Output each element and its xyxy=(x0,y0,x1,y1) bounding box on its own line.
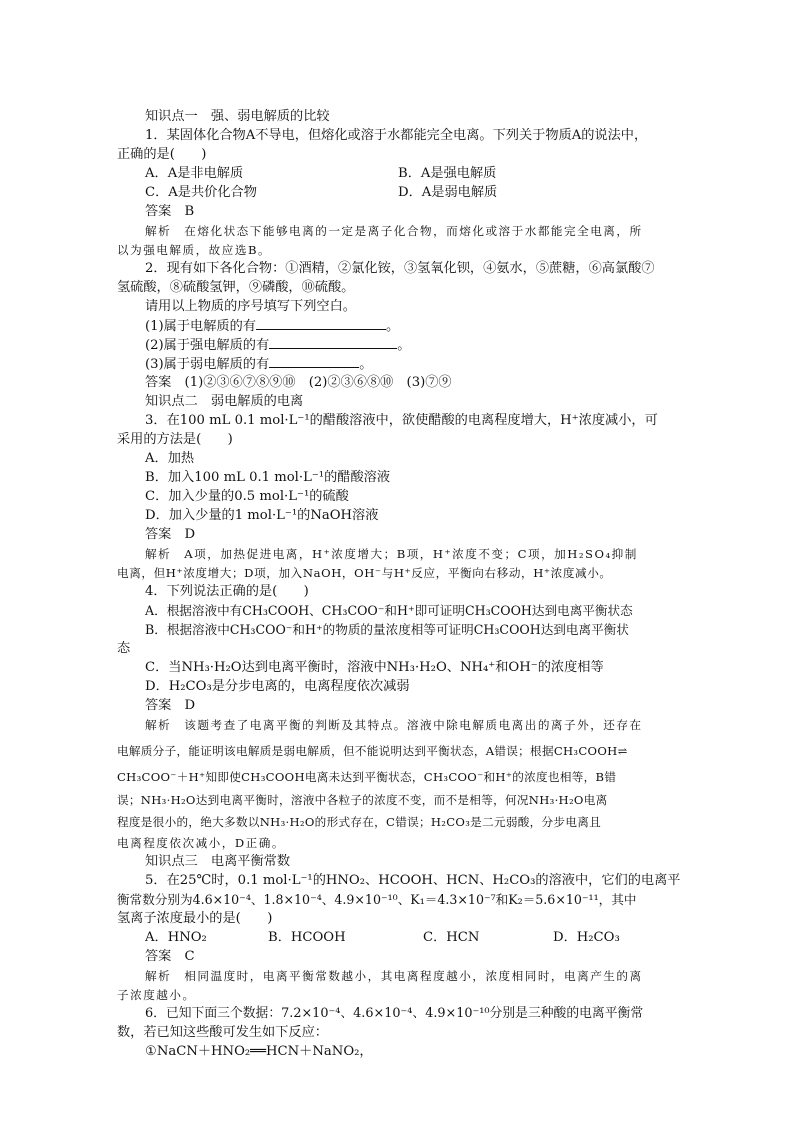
option-d: D．A是弱电解质 xyxy=(398,185,498,200)
question-text: 5．在25℃时，0.1 mol·L⁻¹的HNO₂、HCOOH、HCN、H₂CO₃的溶液中，它们的电离平 xyxy=(145,873,681,888)
option-c: C．加入少量的0.5 mol·L⁻¹的硫酸 xyxy=(145,489,349,504)
option-c: C．HCN xyxy=(423,930,480,945)
question-text: 正确的是( ) xyxy=(117,147,207,162)
question-text: 3．在100 mL 0.1 mol·L⁻¹的醋酸溶液中，欲使醋酸的电离程度增大，H⁺浓度减小，可 xyxy=(145,413,658,428)
explanation: 电离程度依次减小，D正确。 xyxy=(117,836,285,850)
explanation: 电解质分子，能证明该电解质是弱电解质，但不能说明达到平衡状态，A错误；根据CH₃COOH⇌ xyxy=(117,744,628,758)
blank-label: (3)属于弱电解质的有 xyxy=(145,357,270,372)
option-b: B．A是强电解质 xyxy=(398,166,497,181)
question-text: 请用以上物质的序号填写下列空白。 xyxy=(145,299,356,314)
answer-blank xyxy=(269,355,359,368)
question-text: 2．现有如下各化合物：①酒精，②氯化铵，③氢氧化钡，④氨水，⑤蔗糖，⑥高氯酸⑦ xyxy=(145,261,655,276)
question-text: 1．某固体化合物A不导电，但熔化或溶于水都能完全电离。下列关于物质A的说法中， xyxy=(145,128,648,143)
section-heading: 知识点三 电离平衡常数 xyxy=(145,854,291,869)
reaction-equation: ①NaCN＋HNO₂══HCN＋NaNO₂， xyxy=(145,1044,373,1059)
option-b: B．加入100 mL 0.1 mol·L⁻¹的醋酸溶液 xyxy=(145,470,391,485)
explanation: CH₃COO⁻＋H⁺知即使CH₃COOH电离未达到平衡状态，CH₃COO⁻和H⁺的浓度也相等，B错 xyxy=(117,770,617,784)
answer: 答案 D xyxy=(145,698,196,713)
explanation: 误；NH₃·H₂O达到电离平衡时，溶液中各粒子的浓度不变，而不是相等，何况NH₃·H₂O电离 xyxy=(117,793,608,807)
period: 。 xyxy=(359,357,373,372)
answer: 答案 B xyxy=(145,204,195,219)
answer: 答案 D xyxy=(145,527,196,542)
answer: 答案 (1)②③⑥⑦⑧⑨⑩ (2)②③⑥⑧⑩ (3)⑦⑨ xyxy=(145,375,452,390)
question-text: 氢离子浓度最小的是( ) xyxy=(117,911,273,926)
option-b: B．HCOOH xyxy=(268,930,346,945)
option-b-continued: 态 xyxy=(117,641,131,656)
period: 。 xyxy=(397,338,411,353)
explanation: 电离，但H⁺浓度增大；D项，加入NaOH，OH⁻与H⁺反应，平衡向右移动，H⁺浓度减小。 xyxy=(117,566,612,580)
blank-label: (1)属于电解质的有 xyxy=(145,319,256,334)
explanation: 解析 相同温度时，电离平衡常数越小，其电离程度越小，浓度相同时，电离产生的离 xyxy=(145,969,643,983)
blank-label: (2)属于强电解质的有 xyxy=(145,338,270,353)
question-text: 6．已知下面三个数据：7.2×10⁻⁴、4.6×10⁻⁴、4.9×10⁻¹⁰分别是三种酸的电离平衡常 xyxy=(145,1006,644,1021)
explanation: 以为强电解质，故应选B。 xyxy=(117,243,272,257)
option-c: C．A是共价化合物 xyxy=(145,185,257,200)
option-row xyxy=(145,184,675,202)
question-text: 数，若已知这些酸可发生如下反应： xyxy=(117,1025,328,1040)
period: 。 xyxy=(386,319,400,334)
question-text: 衡常数分别为4.6×10⁻⁴、1.8×10⁻⁴、4.9×10⁻¹⁰、K₁＝4.3×10⁻⁷和K₂＝5.6×10⁻¹¹，其中 xyxy=(117,892,637,907)
blank-row xyxy=(145,336,715,355)
explanation: 解析 该题考查了电离平衡的判断及其特点。溶液中除电解质电离出的离子外，还存在 xyxy=(145,718,643,732)
question-text: 4．下列说法正确的是( ) xyxy=(145,584,309,599)
question-text: 采用的方法是( ) xyxy=(117,432,233,447)
blank-row xyxy=(145,317,715,336)
answer-blank xyxy=(269,336,397,349)
option-a: A．A是非电解质 xyxy=(145,166,244,181)
option-d: D．H₂CO₃是分步电离的，电离程度依次减弱 xyxy=(145,679,410,694)
option-d: D．加入少量的1 mol·L⁻¹的NaOH溶液 xyxy=(145,508,379,523)
answer-blank xyxy=(256,317,386,330)
option-row xyxy=(145,165,675,183)
explanation: 子浓度越小。 xyxy=(117,988,196,1002)
explanation: 解析 A项，加热促进电离，H⁺浓度增大；B项，H⁺浓度不变；C项，加H₂SO₄抑制 xyxy=(145,547,638,561)
blank-row xyxy=(145,355,715,374)
option-a: A．加热 xyxy=(145,451,195,466)
option-c: C．当NH₃·H₂O达到电离平衡时，溶液中NH₃·H₂O、NH₄⁺和OH⁻的浓度相等 xyxy=(145,660,604,675)
option-a: A．根据溶液中有CH₃COOH、CH₃COO⁻和H⁺即可证明CH₃COOH达到电离平衡状态 xyxy=(145,603,633,618)
answer: 答案 C xyxy=(145,949,195,964)
option-a: A．HNO₂ xyxy=(145,930,207,945)
option-d: D．H₂CO₃ xyxy=(553,930,620,945)
section-heading: 知识点二 弱电解质的电离 xyxy=(145,394,304,409)
explanation: 程度是很小的，绝大多数以NH₃·H₂O的形式存在，C错误；H₂CO₃是二元弱酸，分步电离且 xyxy=(117,815,602,829)
explanation: 解析 在熔化状态下能够电离的一定是离子化合物，而熔化或溶于水都能完全电离，所 xyxy=(145,224,643,238)
question-text: 氢硫酸，⑧硫酸氢钾，⑨磷酸，⑩硫酸。 xyxy=(117,280,355,295)
section-heading: 知识点一 强、弱电解质的比较 xyxy=(145,109,330,124)
option-b: B．根据溶液中CH₃COO⁻和H⁺的物质的量浓度相等可证明CH₃COOH达到电离平衡状 xyxy=(145,622,629,637)
